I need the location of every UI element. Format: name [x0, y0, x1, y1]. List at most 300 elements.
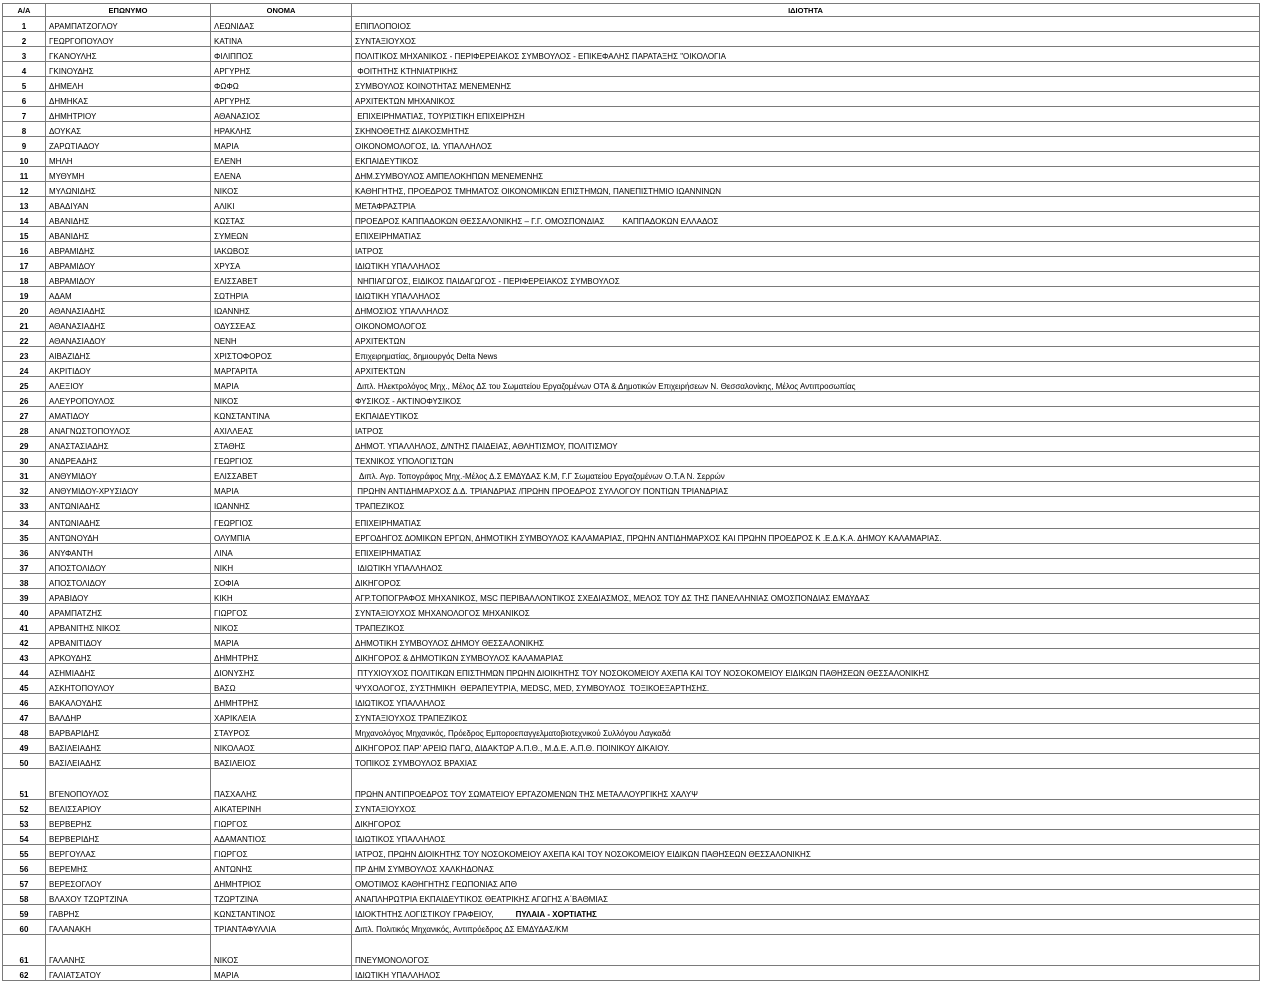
- cell-name[interactable]: [211, 966, 352, 981]
- cell-surname[interactable]: [46, 62, 211, 77]
- cell-surname[interactable]: [46, 92, 211, 107]
- cell-surname[interactable]: [46, 679, 211, 694]
- cell-surname[interactable]: [46, 152, 211, 167]
- cell-aa-text: 32: [19, 487, 29, 496]
- cell-name[interactable]: [211, 32, 352, 47]
- cell-name[interactable]: [211, 694, 352, 709]
- cell-surname[interactable]: [46, 905, 211, 920]
- cell-surname[interactable]: [46, 272, 211, 287]
- cell-surname[interactable]: [46, 890, 211, 905]
- cell-aa[interactable]: [3, 197, 46, 212]
- cell-aa[interactable]: [3, 167, 46, 182]
- cell-surname[interactable]: [46, 137, 211, 152]
- cell-property[interactable]: [352, 920, 1260, 935]
- cell-name[interactable]: [211, 604, 352, 619]
- cell-name[interactable]: [211, 497, 352, 512]
- cell-property-text: ΔΙΚΗΓΟΡΟΣ ΠΑΡ' ΑΡΕΙΩ ΠΑΓΩ, ΔΙΔΑΚΤΩΡ Α.Π.Θ., Μ.Δ.Ε. Α.Π.Θ. ΠΟΙΝΙΚΟΥ ΔΙΚΑΙΟΥ.: [355, 744, 670, 753]
- cell-aa[interactable]: [3, 17, 46, 32]
- cell-aa[interactable]: [3, 544, 46, 559]
- cell-name[interactable]: [211, 197, 352, 212]
- cell-aa[interactable]: [3, 287, 46, 302]
- cell-surname[interactable]: [46, 392, 211, 407]
- cell-aa[interactable]: [3, 332, 46, 347]
- cell-surname[interactable]: [46, 634, 211, 649]
- cell-name[interactable]: [211, 482, 352, 497]
- cell-surname[interactable]: [46, 920, 211, 935]
- cell-surname[interactable]: [46, 107, 211, 122]
- cell-name[interactable]: [211, 529, 352, 544]
- cell-surname[interactable]: [46, 860, 211, 875]
- cell-surname[interactable]: [46, 544, 211, 559]
- cell-name[interactable]: [211, 92, 352, 107]
- header-aa[interactable]: Α/Α: [3, 4, 46, 17]
- cell-property[interactable]: [352, 754, 1260, 769]
- cell-surname[interactable]: [46, 604, 211, 619]
- cell-name[interactable]: [211, 649, 352, 664]
- cell-aa-text: 3: [21, 52, 27, 61]
- cell-surname[interactable]: [46, 875, 211, 890]
- cell-name[interactable]: [211, 332, 352, 347]
- cell-name-text: ΛΙΝΑ: [214, 549, 233, 558]
- cell-aa[interactable]: [3, 589, 46, 604]
- cell-aa[interactable]: [3, 512, 46, 529]
- cell-property[interactable]: [352, 122, 1260, 137]
- cell-name[interactable]: [211, 242, 352, 257]
- cell-surname[interactable]: [46, 347, 211, 362]
- cell-surname[interactable]: [46, 452, 211, 467]
- cell-name[interactable]: [211, 739, 352, 754]
- cell-name[interactable]: [211, 634, 352, 649]
- cell-name[interactable]: [211, 559, 352, 574]
- cell-aa-text: 54: [19, 835, 29, 844]
- cell-aa[interactable]: [3, 392, 46, 407]
- cell-aa[interactable]: [3, 815, 46, 830]
- table-row: [3, 287, 1260, 302]
- cell-surname[interactable]: [46, 242, 211, 257]
- table-row: [3, 317, 1260, 332]
- cell-aa[interactable]: [3, 257, 46, 272]
- cell-aa[interactable]: [3, 724, 46, 739]
- cell-property[interactable]: [352, 679, 1260, 694]
- cell-aa[interactable]: [3, 347, 46, 362]
- cell-property[interactable]: [352, 845, 1260, 860]
- table-row: [3, 482, 1260, 497]
- cell-name[interactable]: [211, 377, 352, 392]
- cell-name[interactable]: [211, 467, 352, 482]
- cell-name-text: ΔΗΜΗΤΡΗΣ: [214, 699, 259, 708]
- cell-property[interactable]: [352, 377, 1260, 392]
- cell-aa[interactable]: [3, 227, 46, 242]
- cell-aa-text: 28: [19, 427, 29, 436]
- cell-aa[interactable]: [3, 302, 46, 317]
- cell-property[interactable]: [352, 664, 1260, 679]
- table-row: [3, 92, 1260, 107]
- cell-aa[interactable]: [3, 604, 46, 619]
- cell-name[interactable]: [211, 845, 352, 860]
- cell-aa[interactable]: [3, 77, 46, 92]
- cell-surname-text: ΑΡΒΑΝΙΤΙΔΟΥ: [49, 639, 102, 648]
- cell-name[interactable]: [211, 392, 352, 407]
- table-row: [3, 604, 1260, 619]
- cell-property[interactable]: [352, 452, 1260, 467]
- cell-name[interactable]: [211, 182, 352, 197]
- cell-property[interactable]: [352, 966, 1260, 981]
- cell-property[interactable]: [352, 407, 1260, 422]
- cell-aa[interactable]: [3, 152, 46, 167]
- cell-name[interactable]: [211, 815, 352, 830]
- cell-aa[interactable]: [3, 377, 46, 392]
- cell-surname[interactable]: [46, 227, 211, 242]
- cell-aa[interactable]: [3, 860, 46, 875]
- table-row: [3, 182, 1260, 197]
- cell-property[interactable]: [352, 392, 1260, 407]
- cell-name[interactable]: [211, 769, 352, 800]
- cell-name-text: ΝΕΝΗ: [214, 337, 237, 346]
- cell-aa[interactable]: [3, 559, 46, 574]
- cell-name-text: ΕΛΕΝΑ: [214, 172, 242, 181]
- cell-aa[interactable]: [3, 497, 46, 512]
- cell-property[interactable]: [352, 347, 1260, 362]
- cell-property[interactable]: [352, 604, 1260, 619]
- cell-property[interactable]: [352, 272, 1260, 287]
- cell-aa-text: 33: [19, 502, 29, 511]
- cell-property[interactable]: [352, 197, 1260, 212]
- cell-surname[interactable]: [46, 769, 211, 800]
- cell-surname[interactable]: [46, 287, 211, 302]
- cell-aa[interactable]: [3, 649, 46, 664]
- cell-surname[interactable]: [46, 589, 211, 604]
- cell-property[interactable]: [352, 935, 1260, 966]
- cell-aa[interactable]: [3, 800, 46, 815]
- cell-property[interactable]: [352, 182, 1260, 197]
- cell-property[interactable]: [352, 422, 1260, 437]
- cell-surname[interactable]: [46, 619, 211, 634]
- cell-surname[interactable]: [46, 362, 211, 377]
- cell-aa[interactable]: [3, 212, 46, 227]
- cell-aa[interactable]: [3, 422, 46, 437]
- cell-property[interactable]: [352, 32, 1260, 47]
- cell-aa[interactable]: [3, 966, 46, 981]
- cell-name[interactable]: [211, 362, 352, 377]
- cell-name[interactable]: [211, 152, 352, 167]
- cell-property-text: ΕΠΙΧΕΙΡΗΜΑΤΙΑΣ, ΤΟΥΡΙΣΤΙΚΗ ΕΠΙΧΕΙΡΗΣΗ: [355, 112, 525, 121]
- cell-aa[interactable]: [3, 437, 46, 452]
- cell-name[interactable]: [211, 709, 352, 724]
- cell-surname[interactable]: [46, 559, 211, 574]
- cell-name[interactable]: [211, 137, 352, 152]
- cell-aa[interactable]: [3, 242, 46, 257]
- cell-property[interactable]: [352, 860, 1260, 875]
- cell-property[interactable]: [352, 634, 1260, 649]
- cell-name[interactable]: [211, 512, 352, 529]
- cell-aa[interactable]: [3, 845, 46, 860]
- cell-surname-text: ΑΝΤΩΝΟΥΔΗ: [49, 534, 99, 543]
- table-row: [3, 890, 1260, 905]
- cell-name[interactable]: [211, 724, 352, 739]
- cell-surname[interactable]: [46, 497, 211, 512]
- cell-surname[interactable]: [46, 302, 211, 317]
- cell-property[interactable]: [352, 815, 1260, 830]
- cell-aa[interactable]: [3, 47, 46, 62]
- cell-property[interactable]: [352, 257, 1260, 272]
- cell-aa[interactable]: [3, 664, 46, 679]
- cell-name[interactable]: [211, 47, 352, 62]
- cell-aa-text: 20: [19, 307, 29, 316]
- cell-name[interactable]: [211, 860, 352, 875]
- cell-surname[interactable]: [46, 482, 211, 497]
- cell-surname[interactable]: [46, 574, 211, 589]
- cell-surname-text: ΑΒΑΝΙΔΗΣ: [49, 217, 90, 226]
- cell-property[interactable]: [352, 890, 1260, 905]
- cell-property[interactable]: [352, 137, 1260, 152]
- cell-aa[interactable]: [3, 452, 46, 467]
- cell-property[interactable]: [352, 589, 1260, 604]
- cell-aa-text: 4: [21, 67, 27, 76]
- cell-surname-text: ΑΝΤΩΝΙΑΔΗΣ: [49, 502, 101, 511]
- cell-name[interactable]: [211, 619, 352, 634]
- cell-name[interactable]: [211, 544, 352, 559]
- cell-name[interactable]: [211, 905, 352, 920]
- cell-property-text: ΣΥΜΒΟΥΛΟΣ ΚΟΙΝΟΤΗΤΑΣ ΜΕΝΕΜΕΝΗΣ: [355, 82, 512, 91]
- cell-aa[interactable]: [3, 739, 46, 754]
- cell-aa[interactable]: [3, 694, 46, 709]
- cell-property[interactable]: [352, 167, 1260, 182]
- cell-property[interactable]: [352, 497, 1260, 512]
- cell-aa[interactable]: [3, 32, 46, 47]
- cell-surname-text: ΑΘΑΝΑΣΙΑΔΟΥ: [49, 337, 106, 346]
- cell-surname[interactable]: [46, 694, 211, 709]
- cell-aa-text: 35: [19, 534, 29, 543]
- cell-name[interactable]: [211, 62, 352, 77]
- cell-surname[interactable]: [46, 800, 211, 815]
- cell-name[interactable]: [211, 422, 352, 437]
- cell-aa-text: 15: [19, 232, 29, 241]
- cell-property[interactable]: [352, 47, 1260, 62]
- cell-name[interactable]: [211, 664, 352, 679]
- cell-surname[interactable]: [46, 966, 211, 981]
- cell-surname[interactable]: [46, 317, 211, 332]
- cell-aa[interactable]: [3, 890, 46, 905]
- cell-surname[interactable]: [46, 437, 211, 452]
- cell-property[interactable]: [352, 529, 1260, 544]
- cell-surname[interactable]: [46, 830, 211, 845]
- cell-property[interactable]: [352, 739, 1260, 754]
- cell-aa[interactable]: [3, 830, 46, 845]
- cell-name[interactable]: [211, 122, 352, 137]
- cell-aa[interactable]: [3, 619, 46, 634]
- cell-surname[interactable]: [46, 935, 211, 966]
- cell-surname-text: ΒΕΡΕΣΟΓΛΟΥ: [49, 880, 102, 889]
- cell-property[interactable]: [352, 227, 1260, 242]
- cell-surname[interactable]: [46, 197, 211, 212]
- cell-aa[interactable]: [3, 920, 46, 935]
- cell-name[interactable]: [211, 287, 352, 302]
- cell-surname[interactable]: [46, 77, 211, 92]
- cell-aa-text: 18: [19, 277, 29, 286]
- cell-name[interactable]: [211, 227, 352, 242]
- cell-aa[interactable]: [3, 182, 46, 197]
- cell-name[interactable]: [211, 302, 352, 317]
- cell-aa[interactable]: [3, 769, 46, 800]
- cell-aa[interactable]: [3, 754, 46, 769]
- cell-name[interactable]: [211, 167, 352, 182]
- cell-aa[interactable]: [3, 467, 46, 482]
- cell-surname[interactable]: [46, 649, 211, 664]
- cell-surname[interactable]: [46, 332, 211, 347]
- cell-property[interactable]: [352, 769, 1260, 800]
- cell-surname[interactable]: [46, 664, 211, 679]
- cell-property[interactable]: [352, 724, 1260, 739]
- header-surname[interactable]: ΕΠΩΝΥΜΟ: [46, 4, 211, 17]
- cell-surname[interactable]: [46, 167, 211, 182]
- cell-property[interactable]: [352, 482, 1260, 497]
- header-name[interactable]: ΟΝΟΜΑ: [211, 4, 352, 17]
- cell-surname[interactable]: [46, 407, 211, 422]
- cell-property[interactable]: [352, 212, 1260, 227]
- cell-property[interactable]: [352, 242, 1260, 257]
- cell-aa[interactable]: [3, 362, 46, 377]
- cell-property[interactable]: [352, 92, 1260, 107]
- cell-name-text: ΝΙΚΟΣ: [214, 187, 239, 196]
- cell-surname[interactable]: [46, 17, 211, 32]
- cell-property[interactable]: [352, 512, 1260, 529]
- cell-surname[interactable]: [46, 467, 211, 482]
- cell-property[interactable]: [352, 544, 1260, 559]
- cell-surname[interactable]: [46, 529, 211, 544]
- cell-name-text: ΜΑΡΓΑΡΙΤΑ: [214, 367, 258, 376]
- cell-property[interactable]: [352, 107, 1260, 122]
- cell-surname[interactable]: [46, 122, 211, 137]
- cell-property[interactable]: [352, 574, 1260, 589]
- cell-name[interactable]: [211, 257, 352, 272]
- table-row: [3, 302, 1260, 317]
- cell-property[interactable]: [352, 619, 1260, 634]
- cell-name[interactable]: [211, 452, 352, 467]
- table-row: [3, 649, 1260, 664]
- table-row: [3, 242, 1260, 257]
- cell-surname[interactable]: [46, 212, 211, 227]
- table-row: [3, 800, 1260, 815]
- cell-property[interactable]: [352, 467, 1260, 482]
- cell-name-text: ΦΩΦΩ: [214, 82, 239, 91]
- cell-name[interactable]: [211, 935, 352, 966]
- cell-surname-text: ΔΗΜΗΤΡΙΟΥ: [49, 112, 97, 121]
- cell-aa[interactable]: [3, 317, 46, 332]
- cell-name[interactable]: [211, 107, 352, 122]
- cell-aa[interactable]: [3, 935, 46, 966]
- cell-surname[interactable]: [46, 754, 211, 769]
- cell-property[interactable]: [352, 437, 1260, 452]
- cell-property[interactable]: [352, 694, 1260, 709]
- cell-aa[interactable]: [3, 107, 46, 122]
- cell-surname[interactable]: [46, 512, 211, 529]
- cell-surname[interactable]: [46, 845, 211, 860]
- cell-aa[interactable]: [3, 92, 46, 107]
- cell-name[interactable]: [211, 754, 352, 769]
- cell-aa[interactable]: [3, 905, 46, 920]
- cell-name[interactable]: [211, 347, 352, 362]
- cell-property[interactable]: [352, 649, 1260, 664]
- cell-property[interactable]: [352, 302, 1260, 317]
- cell-name-text: ΙΩΑΝΝΗΣ: [214, 307, 250, 316]
- cell-surname[interactable]: [46, 47, 211, 62]
- cell-name[interactable]: [211, 317, 352, 332]
- cell-name[interactable]: [211, 589, 352, 604]
- cell-surname[interactable]: [46, 709, 211, 724]
- cell-surname[interactable]: [46, 422, 211, 437]
- cell-aa[interactable]: [3, 875, 46, 890]
- cell-aa[interactable]: [3, 407, 46, 422]
- cell-aa[interactable]: [3, 574, 46, 589]
- cell-name[interactable]: [211, 574, 352, 589]
- cell-aa[interactable]: [3, 272, 46, 287]
- cell-property[interactable]: [352, 152, 1260, 167]
- cell-property-text: ΑΡΧΙΤΕΚΤΩΝ ΜΗΧΑΝΙΚΟΣ: [355, 97, 455, 106]
- cell-name[interactable]: [211, 800, 352, 815]
- cell-aa[interactable]: [3, 482, 46, 497]
- cell-surname-text: ΑΙΒΑΖΙΔΗΣ: [49, 352, 91, 361]
- cell-aa[interactable]: [3, 529, 46, 544]
- cell-property[interactable]: [352, 17, 1260, 32]
- cell-name[interactable]: [211, 830, 352, 845]
- cell-surname[interactable]: [46, 32, 211, 47]
- cell-surname[interactable]: [46, 182, 211, 197]
- cell-name[interactable]: [211, 890, 352, 905]
- cell-property[interactable]: [352, 559, 1260, 574]
- cell-surname[interactable]: [46, 724, 211, 739]
- cell-name[interactable]: [211, 77, 352, 92]
- cell-aa[interactable]: [3, 137, 46, 152]
- cell-name-text: ΛΕΩΝΙΔΑΣ: [214, 22, 255, 31]
- cell-name[interactable]: [211, 272, 352, 287]
- cell-property-text: ΔΗΜΟΣΙΟΣ ΥΠΑΛΛΗΛΟΣ: [355, 307, 449, 316]
- cell-property[interactable]: [352, 287, 1260, 302]
- cell-surname[interactable]: [46, 739, 211, 754]
- cell-surname[interactable]: [46, 377, 211, 392]
- cell-property[interactable]: [352, 317, 1260, 332]
- cell-property-text: ΣΥΝΤΑΞΙΟΥΧΟΣ: [355, 805, 416, 814]
- cell-property[interactable]: [352, 62, 1260, 77]
- cell-aa-text: 45: [19, 684, 29, 693]
- cell-name-text: ΓΙΩΡΓΟΣ: [214, 850, 248, 859]
- header-property[interactable]: ΙΔΙΟΤΗΤΑ: [352, 4, 1260, 17]
- cell-aa[interactable]: [3, 122, 46, 137]
- cell-property[interactable]: [352, 875, 1260, 890]
- cell-aa[interactable]: [3, 709, 46, 724]
- cell-surname[interactable]: [46, 815, 211, 830]
- cell-name[interactable]: [211, 920, 352, 935]
- cell-property[interactable]: [352, 77, 1260, 92]
- table-row: [3, 512, 1260, 529]
- cell-name[interactable]: [211, 17, 352, 32]
- cell-name[interactable]: [211, 407, 352, 422]
- cell-name[interactable]: [211, 679, 352, 694]
- cell-name-text: ΤΡΙΑΝΤΑΦΥΛΛΙΑ: [214, 925, 277, 934]
- cell-property[interactable]: [352, 830, 1260, 845]
- cell-name[interactable]: [211, 212, 352, 227]
- cell-property[interactable]: [352, 709, 1260, 724]
- cell-name[interactable]: [211, 437, 352, 452]
- cell-property[interactable]: [352, 362, 1260, 377]
- cell-aa[interactable]: [3, 62, 46, 77]
- cell-surname[interactable]: [46, 257, 211, 272]
- cell-property[interactable]: [352, 800, 1260, 815]
- cell-property[interactable]: [352, 905, 1260, 920]
- cell-aa[interactable]: [3, 679, 46, 694]
- cell-property[interactable]: [352, 332, 1260, 347]
- cell-aa[interactable]: [3, 634, 46, 649]
- cell-name[interactable]: [211, 875, 352, 890]
